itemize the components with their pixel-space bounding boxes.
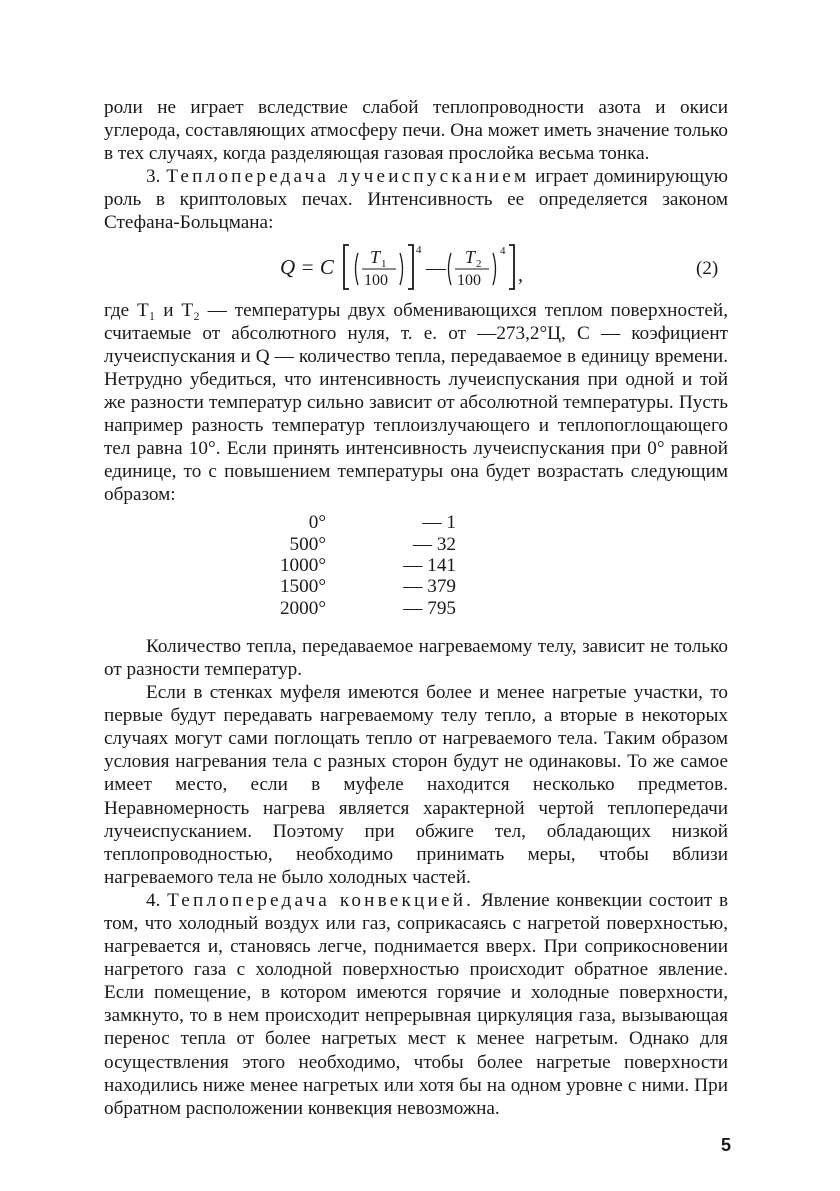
table-row [254,512,456,533]
table-row [254,598,456,619]
paragraph-1: роли не играет вследствие слабой теплопроводности азота и окиси углерода, составляющих атмосферу печи. Она может иметь значение только в тех случаях, когда разделяющая газовая прослойка весьма тонка. [104,97,728,165]
subscript-2: 2 [476,257,482,270]
table-row [254,576,456,597]
table-value: — 795 [403,597,456,619]
table-temp: 1500° [279,576,326,598]
table-value: — 141 [403,555,456,576]
right-paren-1 [400,253,403,285]
left-bracket [344,245,349,289]
paragraph-muffle: Если в стенках муфеля имеются более и менее нагретые участки, то первые будут передавать нагреваемому телу тепло, а вторые в некоторых случаях могут сами поглощать тепло от нагреваемого тела. Таким образом условия нагревания тела с разных сторон будут не одинаковы. То же самое имеет место, если в муфеле находится несколько предметов. Неравномерность нагрева является характерной чертой теплопередачи лучеиспусканием. Поэтому при обжиге тел, обладающих низкой теплопроводностью, необходимо принимать меры, чтобы вблизи нагреваемого тела не было холодных частей. [104,682,728,888]
equation-number: (2) [696,257,719,279]
page-number: 5 [721,1135,732,1155]
paragraph-convection [104,889,728,1120]
stefan-boltzmann-formula [104,237,728,297]
right-paren-2 [493,253,496,285]
numerator-t1: T [370,246,381,267]
formula-comma: , [518,263,523,286]
table-value: — 1 [422,512,456,534]
section-heading-radiation: Теплопередача лучеиспусканием [166,166,530,188]
paragraph-radiation [104,165,728,234]
paragraph-definitions: где T₁ и T₂ — температуры двух обменивающихся теплом поверхностей, считаемые от абсолютного нуля, т. е. от —273,2°Ц, C — коэфициент лучеиспускания и Q — количество тепла, передаваемое в единицу времени. Нетрудно убедиться, что интенсивность лучеиспускания при одной и той же разности температур сильно зависит от абсолютной температуры. Пусть например разность температур теплоизлучающего и теплопоглощающего тел равна 10°. Если принять интенсивность лучеиспускания при 0° равной единице, то с повышением температуры она будет возрастать следующим образом: [104,299,728,506]
denominator-1: 100 [364,271,388,289]
left-paren-1 [356,253,359,285]
table-temp: 2000° [279,597,326,619]
table-value: — 379 [403,576,456,598]
table-value: — 32 [412,533,456,555]
formula-lhs: Q = C [280,254,334,279]
inner-right-bracket [408,245,413,289]
numerator-t2: T [465,246,476,267]
table-row [254,534,456,555]
left-paren-2 [449,253,452,285]
section-number: 3. [146,166,167,188]
formula-minus: — [426,256,446,279]
denominator-2: 100 [457,271,481,289]
exponent-1: 4 [416,243,422,256]
table-temp: 0° [308,512,326,534]
exponent-2: 4 [500,244,506,257]
table-row [254,555,456,576]
page-body [104,96,728,1120]
paragraph-convection-text: Явление конвекции состоит в том, что холодный воздух или газ, соприкасаясь с нагретой поверхностью, нагревается и, становясь легче, поднимается вверх. При соприкосновении нагретого газа с холодной поверхностью происходит обратное явление. Если помещение, в котором имеются горячие и холодные поверхности, замкнуто, то в нем происходит непрерывная циркуляция газа, вызывающая перенос тепла от более нагретых мест к менее нагретым. Однако для осуществления этого необходимо, чтобы более нагретые поверхности находились ниже менее нагретых или хотя бы на одном уровне с ними. При обратном расположении конвекция невозможна. [104,889,729,1119]
table-temp: 1000° [279,555,326,576]
paragraph-heat-amount: Количество тепла, передаваемое нагреваемому телу, зависит не только от разности температур. [104,635,728,680]
right-bracket [509,245,514,289]
subscript-1: 1 [381,257,387,270]
section-number: 4. [146,889,168,911]
paragraph-radiation-text: играет доминирующую роль в криптоловых печах. Интенсивность ее определяется законом Стефана-Больцмана: [104,166,729,234]
section-heading-convection: Теплопередача конвекцией. [167,889,475,911]
table-temp: 500° [289,533,326,555]
intensity-table [254,512,456,618]
